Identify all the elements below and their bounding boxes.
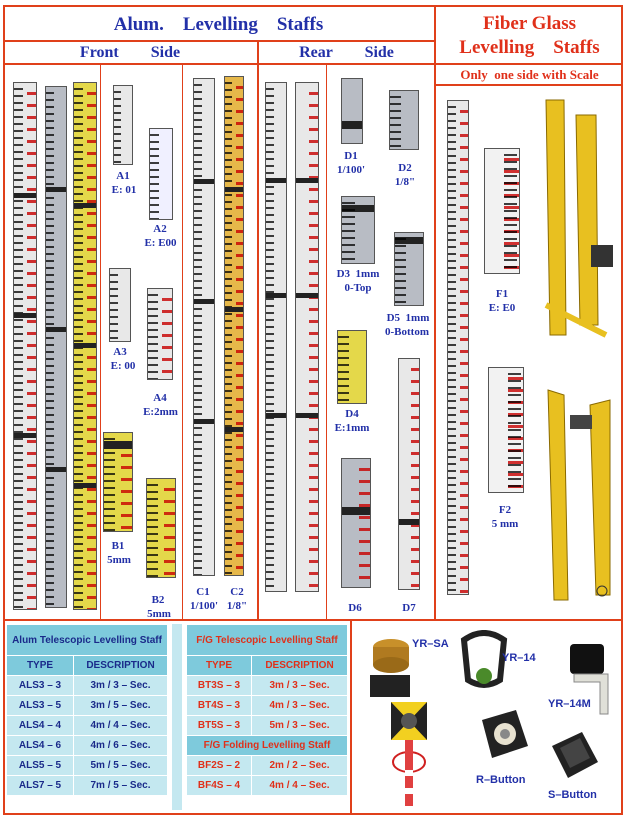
col-desc: DESCRIPTION bbox=[74, 656, 168, 676]
cell-desc: 4m / 3 – Sec. bbox=[252, 696, 348, 716]
divider bbox=[350, 619, 352, 815]
staff-sample-d4 bbox=[337, 330, 367, 404]
yr-14-image bbox=[460, 630, 508, 692]
label-b1-e: 5mm bbox=[107, 554, 131, 566]
alum-table-title: Alum Telescopic Levelling Staff bbox=[7, 625, 168, 656]
divider bbox=[436, 84, 623, 86]
divider bbox=[3, 619, 623, 621]
label-f1-e: E: E0 bbox=[488, 302, 516, 314]
telescopic-staff-image bbox=[73, 82, 97, 610]
rear-side-title: Rear Side bbox=[299, 44, 394, 61]
label-d3: D3 1mm bbox=[336, 268, 380, 280]
col-type: TYPE bbox=[187, 656, 252, 676]
fg-folding-title: F/G Folding Levelling Staff bbox=[187, 736, 348, 756]
label-s-button: S–Button bbox=[548, 789, 597, 801]
label-a1: A1 bbox=[116, 170, 130, 182]
label-r-button: R–Button bbox=[476, 774, 526, 786]
alum-title: Alum. Levelling Staffs bbox=[113, 14, 324, 35]
cell-desc: 4m / 6 – Sec. bbox=[74, 736, 168, 756]
staff-sample-a1 bbox=[113, 85, 133, 165]
table-row bbox=[7, 756, 168, 776]
label-a1-e: E: 01 bbox=[111, 184, 137, 196]
label-a3-e: E: 00 bbox=[110, 360, 136, 372]
cell-type: BT4S – 3 bbox=[187, 696, 252, 716]
label-yr-sa: YR–SA bbox=[412, 638, 449, 650]
fiber-staff-sample-f1 bbox=[484, 148, 520, 274]
staff-sample-a3 bbox=[109, 268, 131, 342]
telescopic-staff-image bbox=[13, 82, 37, 610]
staff-sample-b1 bbox=[103, 432, 133, 532]
label-d2-e: 1/8" bbox=[394, 176, 416, 188]
label-c1-e: 1/100' bbox=[189, 600, 219, 612]
staff-sample-c1 bbox=[193, 78, 215, 576]
table-row bbox=[7, 696, 168, 716]
table-row bbox=[187, 676, 348, 696]
label-d5-e: 0-Bottom bbox=[385, 326, 429, 338]
cell-desc: 7m / 5 – Sec. bbox=[74, 776, 168, 796]
cell-desc: 3m / 3 – Sec. bbox=[74, 676, 168, 696]
label-a4-e: E:2mm bbox=[143, 406, 178, 418]
cell-type: ALS3 – 5 bbox=[7, 696, 74, 716]
label-b2: B2 bbox=[151, 594, 165, 606]
label-c2-e: 1/8" bbox=[226, 600, 248, 612]
staff-sample-d1 bbox=[341, 78, 363, 144]
label-f1: F1 bbox=[495, 288, 509, 300]
table-row bbox=[7, 736, 168, 756]
adapter-image bbox=[368, 635, 414, 701]
table-row bbox=[187, 776, 348, 796]
s-button-image bbox=[546, 728, 602, 784]
cell-type: ALS4 – 4 bbox=[7, 716, 74, 736]
cell-type: ALS5 – 5 bbox=[7, 756, 74, 776]
rear-staff-image bbox=[295, 82, 319, 592]
rear-staff-image bbox=[265, 82, 287, 592]
label-d3-e: 0-Top bbox=[344, 282, 372, 294]
telescopic-staff-image bbox=[45, 86, 67, 608]
divider bbox=[182, 65, 183, 619]
staff-sample-d6 bbox=[341, 458, 371, 588]
label-a2: A2 bbox=[153, 223, 167, 235]
staff-sample-d3 bbox=[341, 196, 375, 264]
cell-desc: 5m / 3 – Sec. bbox=[252, 716, 348, 736]
fiber-staff-sample-f2 bbox=[488, 367, 524, 493]
folding-staff-image bbox=[536, 95, 620, 340]
cell-type: BF4S – 4 bbox=[187, 776, 252, 796]
label-yr-14m: YR–14M bbox=[548, 698, 591, 710]
fiber-title: Fiber Glass bbox=[482, 13, 577, 34]
table-row bbox=[187, 756, 348, 776]
cell-desc: 3m / 5 – Sec. bbox=[74, 696, 168, 716]
staff-sample-d2 bbox=[389, 90, 419, 150]
label-d5: D5 1mm bbox=[386, 312, 430, 324]
fg-table-title: F/G Telescopic Levelling Staff bbox=[187, 625, 348, 656]
staff-sample-d5 bbox=[394, 232, 424, 306]
divider bbox=[3, 63, 623, 65]
staff-sample-a4 bbox=[147, 288, 173, 380]
label-d2: D2 bbox=[398, 162, 412, 174]
cell-desc: 3m / 3 – Sec. bbox=[252, 676, 348, 696]
cell-desc: 4m / 4 – Sec. bbox=[252, 776, 348, 796]
r-button-image bbox=[476, 706, 532, 762]
cell-desc: 5m / 5 – Sec. bbox=[74, 756, 168, 776]
staff-sample-a2 bbox=[149, 128, 173, 220]
label-c2: C2 bbox=[230, 586, 244, 598]
col-type: TYPE bbox=[7, 656, 74, 676]
table-row bbox=[7, 776, 168, 796]
table-row bbox=[187, 716, 348, 736]
cell-type: ALS4 – 6 bbox=[7, 736, 74, 756]
table-row bbox=[7, 716, 168, 736]
table-separator bbox=[172, 624, 182, 810]
fiber-subtitle: Only one side with Scale bbox=[460, 67, 599, 82]
label-d7: D7 bbox=[402, 602, 416, 614]
front-side-title: Front Side bbox=[79, 44, 181, 61]
label-yr-14: YR–14 bbox=[502, 652, 536, 664]
label-f2-e: 5 mm bbox=[491, 518, 519, 530]
cell-desc: 4m / 4 – Sec. bbox=[74, 716, 168, 736]
cell-type: BT5S – 3 bbox=[187, 716, 252, 736]
col-desc: DESCRIPTION bbox=[252, 656, 348, 676]
label-d4: D4 bbox=[345, 408, 359, 420]
cell-desc: 2m / 2 – Sec. bbox=[252, 756, 348, 776]
label-c1: C1 bbox=[196, 586, 210, 598]
prism-image bbox=[387, 700, 433, 808]
staff-sample-c2 bbox=[224, 76, 244, 576]
table-row bbox=[187, 696, 348, 716]
cell-type: BF2S – 2 bbox=[187, 756, 252, 776]
fg-table bbox=[186, 624, 348, 796]
cell-type: BT3S – 3 bbox=[187, 676, 252, 696]
label-f2: F2 bbox=[498, 504, 512, 516]
label-a3: A3 bbox=[113, 346, 127, 358]
table-row bbox=[7, 676, 168, 696]
label-b1: B1 bbox=[111, 540, 125, 552]
cell-type: ALS3 – 3 bbox=[7, 676, 74, 696]
label-d4-e: E:1mm bbox=[334, 422, 370, 434]
divider bbox=[100, 65, 101, 619]
staff-sample-b2 bbox=[146, 478, 176, 578]
fiber-title-2: Levelling Staffs bbox=[459, 37, 600, 58]
label-b2-e: 5mm bbox=[147, 608, 171, 620]
divider bbox=[257, 40, 259, 620]
label-a4: A4 bbox=[153, 392, 167, 404]
divider bbox=[326, 65, 327, 619]
cell-type: ALS7 – 5 bbox=[7, 776, 74, 796]
label-a2-e: E: E00 bbox=[144, 237, 177, 249]
alum-table bbox=[6, 624, 168, 796]
label-d1-e: 1/100' bbox=[336, 164, 366, 176]
label-d6: D6 bbox=[348, 602, 362, 614]
staff-sample-d7 bbox=[398, 358, 420, 590]
divider bbox=[3, 40, 434, 42]
label-d1: D1 bbox=[344, 150, 358, 162]
folding-staff-image bbox=[540, 385, 622, 605]
fiber-staff-image bbox=[447, 100, 469, 595]
